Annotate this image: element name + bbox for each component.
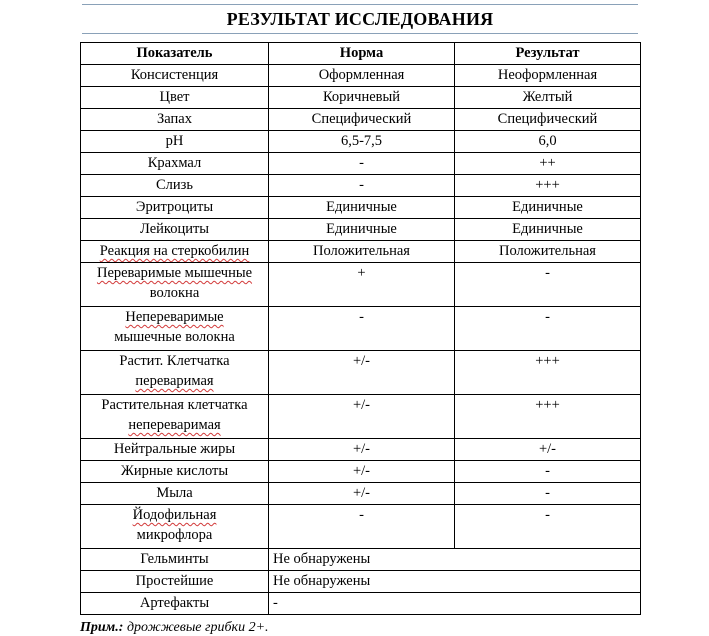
norm-cell: - xyxy=(269,505,455,549)
table-row xyxy=(81,219,641,241)
indicator-cell: Гельминты xyxy=(81,549,269,571)
result-cell: Неоформленная xyxy=(455,65,641,87)
indicator-line-2: переваримая xyxy=(135,373,214,389)
header-indicator: Показатель xyxy=(81,43,269,65)
indicator-line-2: мышечные волокна xyxy=(114,329,235,345)
indicator-cell: Жирные кислоты xyxy=(81,461,269,483)
table-row xyxy=(81,87,641,109)
indicator-cell xyxy=(81,395,269,439)
result-cell: 6,0 xyxy=(455,131,641,153)
result-cell: - xyxy=(455,461,641,483)
norm-cell: +/- xyxy=(269,439,455,461)
indicator-line-2: микрофлора xyxy=(136,527,213,543)
result-cell: ++ xyxy=(455,153,641,175)
result-cell: +/- xyxy=(455,439,641,461)
table-row xyxy=(81,439,641,461)
header-row xyxy=(81,43,641,65)
norm-cell: +/- xyxy=(269,395,455,439)
table-row xyxy=(81,263,641,307)
table-row xyxy=(81,197,641,219)
result-cell: +++ xyxy=(455,175,641,197)
result-cell: - xyxy=(455,505,641,549)
footnote-label: Прим.: xyxy=(80,620,124,635)
result-cell: +++ xyxy=(455,395,641,439)
table-row xyxy=(81,109,641,131)
norm-cell: - xyxy=(269,307,455,351)
table-row xyxy=(81,395,641,439)
indicator-line-2: непереваримая xyxy=(128,417,221,433)
table-row xyxy=(81,593,641,615)
merged-result-cell: Не обнаружены xyxy=(269,571,641,593)
footnote-text: дрожжевые грибки 2+. xyxy=(123,620,269,635)
header-result: Результат xyxy=(455,43,641,65)
result-cell: Желтый xyxy=(455,87,641,109)
norm-cell: + xyxy=(269,263,455,307)
norm-cell: - xyxy=(269,175,455,197)
results-table xyxy=(80,42,641,615)
table-row xyxy=(81,153,641,175)
table-row xyxy=(81,483,641,505)
indicator-line-1: Непереваримые xyxy=(125,309,224,325)
indicator-line-1: Йодофильная xyxy=(132,507,217,523)
norm-cell: - xyxy=(269,153,455,175)
merged-result-cell: Не обнаружены xyxy=(269,549,641,571)
indicator-cell: Лейкоциты xyxy=(81,219,269,241)
result-cell: - xyxy=(455,483,641,505)
result-cell: Положительная xyxy=(455,241,641,263)
page-title: РЕЗУЛЬТАТ ИССЛЕДОВАНИЯ xyxy=(226,9,494,29)
norm-cell: Специфический xyxy=(269,109,455,131)
norm-cell: +/- xyxy=(269,351,455,395)
norm-cell: Оформленная xyxy=(269,65,455,87)
indicator-line-1: Переваримые мышечные xyxy=(96,265,253,281)
indicator-cell: Запах xyxy=(81,109,269,131)
result-cell: Специфический xyxy=(455,109,641,131)
norm-cell: Коричневый xyxy=(269,87,455,109)
result-cell: +++ xyxy=(455,351,641,395)
title-rule xyxy=(82,33,638,34)
indicator-cell: Крахмал xyxy=(81,153,269,175)
table-row xyxy=(81,241,641,263)
indicator-cell: Слизь xyxy=(81,175,269,197)
indicator-cell xyxy=(81,241,269,263)
indicator-cell: Простейшие xyxy=(81,571,269,593)
norm-cell: Единичные xyxy=(269,197,455,219)
merged-result-cell: - xyxy=(269,593,641,615)
indicator-cell: Артефакты xyxy=(81,593,269,615)
indicator-text: Реакция на стеркобилин xyxy=(99,243,250,259)
result-cell: Единичные xyxy=(455,219,641,241)
table-row xyxy=(81,175,641,197)
table-row xyxy=(81,307,641,351)
footnote xyxy=(80,619,269,636)
indicator-cell: Консистенция xyxy=(81,65,269,87)
result-cell: - xyxy=(455,307,641,351)
indicator-line-1: Растит. Клетчатка xyxy=(119,353,230,369)
indicator-cell: Нейтральные жиры xyxy=(81,439,269,461)
top-rule xyxy=(82,4,638,5)
result-cell: Единичные xyxy=(455,197,641,219)
indicator-cell: Мыла xyxy=(81,483,269,505)
norm-cell: 6,5-7,5 xyxy=(269,131,455,153)
table-row xyxy=(81,461,641,483)
norm-cell: +/- xyxy=(269,483,455,505)
indicator-cell: Эритроциты xyxy=(81,197,269,219)
table-row xyxy=(81,351,641,395)
header-norm: Норма xyxy=(269,43,455,65)
indicator-line-1: Растительная клетчатка xyxy=(101,397,248,413)
result-cell: - xyxy=(455,263,641,307)
indicator-cell: Цвет xyxy=(81,87,269,109)
table-row xyxy=(81,65,641,87)
indicator-cell xyxy=(81,505,269,549)
norm-cell: Единичные xyxy=(269,219,455,241)
table-row xyxy=(81,505,641,549)
table-row xyxy=(81,131,641,153)
norm-cell: +/- xyxy=(269,461,455,483)
indicator-cell xyxy=(81,307,269,351)
indicator-cell xyxy=(81,263,269,307)
indicator-cell: рН xyxy=(81,131,269,153)
indicator-cell xyxy=(81,351,269,395)
norm-cell: Положительная xyxy=(269,241,455,263)
indicator-line-2: волокна xyxy=(149,285,200,301)
table-row xyxy=(81,571,641,593)
table-row xyxy=(81,549,641,571)
